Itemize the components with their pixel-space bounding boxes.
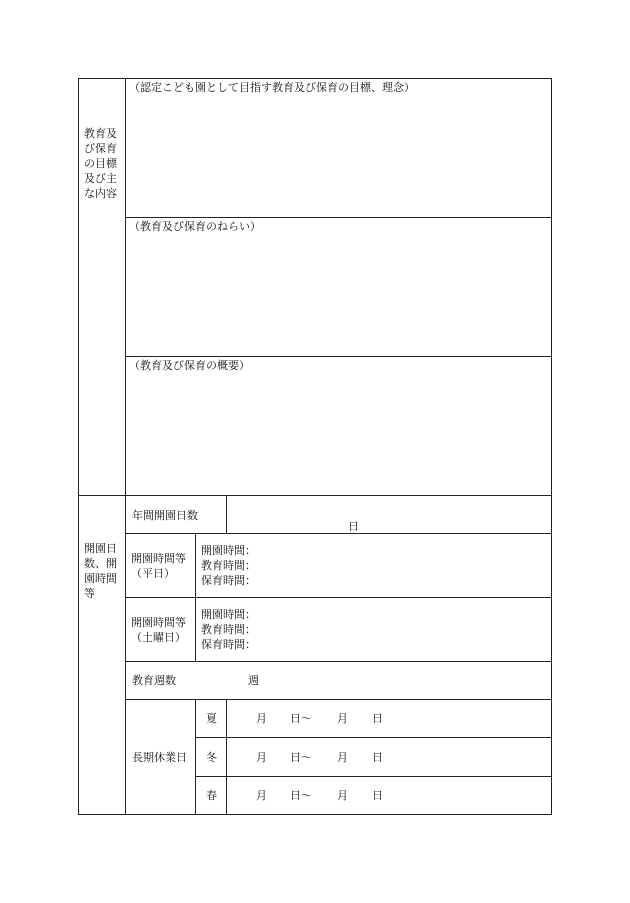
spring-day-end[interactable]: 日	[372, 789, 383, 802]
table-top-border	[78, 78, 552, 79]
table-bottom-border	[78, 814, 552, 815]
summer-day-start[interactable]: 日〜	[290, 712, 312, 725]
spring-month-end[interactable]: 月	[337, 789, 348, 802]
education-weeks-unit[interactable]: 週	[248, 674, 259, 687]
table-right-border	[551, 78, 552, 815]
season-divider	[226, 699, 227, 815]
annual-days-unit: 日	[348, 520, 359, 533]
divider-box2-box3	[125, 356, 552, 357]
winter-month-start[interactable]: 月	[256, 751, 267, 764]
annual-days-input[interactable]	[227, 496, 551, 533]
aims-box-title: （教育及び保育のねらい）	[129, 220, 261, 233]
weekday-hours-fields[interactable]: 開園時間： 教育時間： 保育時間：	[201, 544, 256, 587]
philosophy-box-title: （認定こども園として目指す教育及び保育の目標、理念）	[129, 81, 415, 94]
row-divider-2	[125, 597, 552, 598]
winter-day-start[interactable]: 日〜	[290, 751, 312, 764]
season-spring: 春	[206, 789, 217, 802]
season-summer: 夏	[206, 712, 217, 725]
row-divider-4	[125, 699, 552, 700]
row-divider-1	[125, 533, 552, 534]
annual-days-label: 年間開園日数	[132, 509, 198, 522]
row-divider-3	[125, 661, 552, 662]
vacation-label-divider	[195, 699, 196, 815]
summer-month-start[interactable]: 月	[256, 712, 267, 725]
long-vacation-label: 長期休業日	[132, 751, 187, 764]
section1-label: 教育及 び保育 の目標 及び主 な内容	[84, 127, 117, 200]
weekday-hours-label: 開園時間等 （平日）	[131, 552, 186, 580]
section2-label: 開園日 数、開 園時間 等	[84, 542, 117, 600]
education-weeks-label: 教育週数	[132, 674, 176, 687]
saturday-hours-fields[interactable]: 開園時間： 教育時間： 保育時間：	[201, 608, 256, 651]
overview-entry-area[interactable]	[126, 374, 551, 494]
overview-box-title: （教育及び保育の概要）	[129, 359, 250, 372]
winter-month-end[interactable]: 月	[337, 751, 348, 764]
table-left-border	[78, 78, 79, 815]
saturday-hours-label: 開園時間等 （土曜日）	[131, 616, 186, 644]
hours-label-divider	[195, 533, 196, 662]
winter-day-end[interactable]: 日	[372, 751, 383, 764]
summer-month-end[interactable]: 月	[337, 712, 348, 725]
spring-month-start[interactable]: 月	[256, 789, 267, 802]
row-divider-6	[195, 776, 552, 777]
philosophy-entry-area[interactable]	[126, 96, 551, 216]
row-divider-5	[195, 737, 552, 738]
divider-box1-box2	[125, 217, 552, 218]
aims-entry-area[interactable]	[126, 235, 551, 355]
season-winter: 冬	[206, 751, 217, 764]
spring-day-start[interactable]: 日〜	[290, 789, 312, 802]
summer-day-end[interactable]: 日	[372, 712, 383, 725]
